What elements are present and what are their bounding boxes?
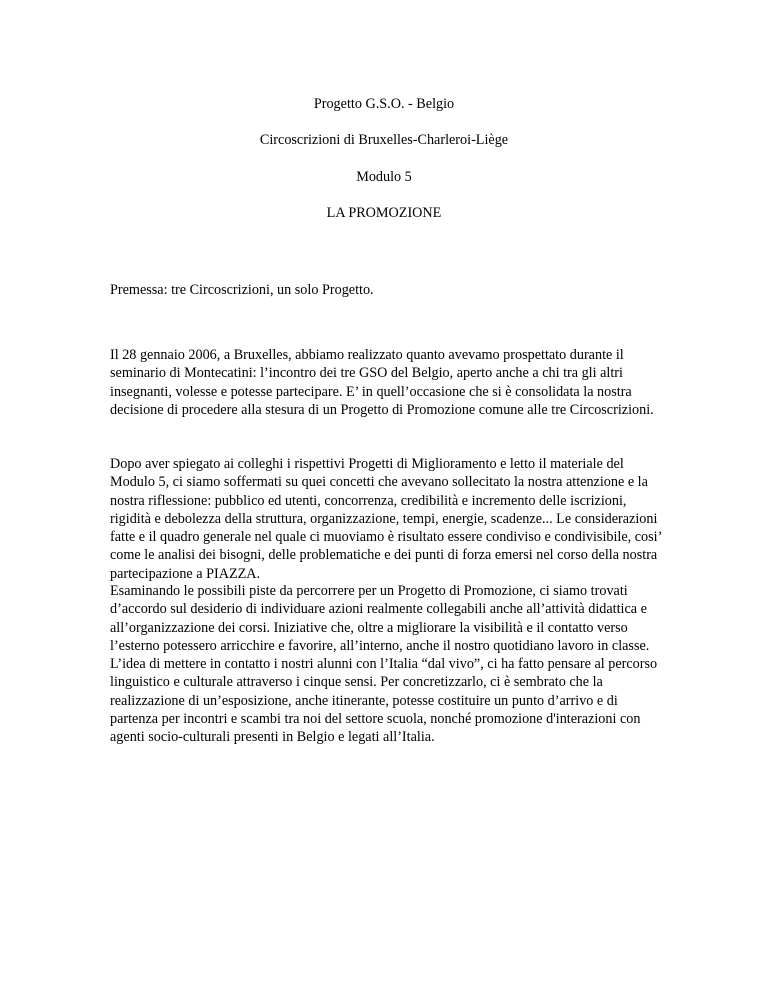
module-label: Modulo 5 (356, 169, 412, 185)
paragraph-2: Dopo aver spiegato ai colleghi i rispettivi Progetti di Miglioramento e letto il materiale del Modulo 5, ci siamo soffermati su quei concetti che avevano sollecitato la nostra attenzione e la nostra riflessione: pubblico ed utenti, concorrenza, credibilità e incremento delle iscrizioni, rigidità e debolezza della struttura, organizzazione, tempi, energie, scadenze... Le considerazioni fatte e il quadro generale nel quale ci muoviamo è risultato essere condiviso e condivisibile, cosi’ come le analisi dei bisogni, delle problematiche e dei punti di forza emersi nel corso della nostra partecipazione a PIAZZA. (110, 456, 662, 582)
circoscrizioni-subtitle: Circoscrizioni di Bruxelles-Charleroi-Liège (259, 132, 509, 148)
section-title: LA PROMOZIONE (326, 205, 442, 221)
paragraph-3: Esaminando le possibili piste da percorrere per un Progetto di Promozione, ci siamo trovati d’accordo sul desiderio di individuare azioni realmente collegabili anche all’attività didattica e all’organizzazione dei corsi. Iniziative che, oltre a migliorare la visibilità e il contatto verso l’esterno potessero arricchire e favorire, all’interno, anche il nostro quotidiano lavoro in classe. L’idea di mettere in contatto i nostri alunni con l’Italia “dal vivo”, ci ha fatto pensare al percorso linguistico e culturale attraverso i cinque sensi. Per concretizzarlo, ci è sembrato che la realizzazione di un’esposizione, anche itinerante, potesse costituire un punto d’arrivo e di partenza per incontri e scambi tra noi del settore scuola, nonché promozione d'interazioni con agenti socio-culturali presenti in Belgio e legati all’Italia. (110, 583, 658, 746)
project-title: Progetto G.S.O. - Belgio (313, 96, 455, 112)
paragraph-1: Il 28 gennaio 2006, a Bruxelles, abbiamo realizzato quanto avevamo prospettato durante il seminario di Montecatini: l’incontro dei tre GSO del Belgio, aperto anche a chi tra gli altri insegnanti, volesse e potesse partecipare. E’ in quell’occasione che si è consolidata la nostra decisione di procedere alla stesura di un Progetto di Promozione comune alle tre Circoscrizioni. (110, 347, 654, 418)
premessa-heading: Premessa: tre Circoscrizioni, un solo Progetto. (110, 282, 374, 298)
